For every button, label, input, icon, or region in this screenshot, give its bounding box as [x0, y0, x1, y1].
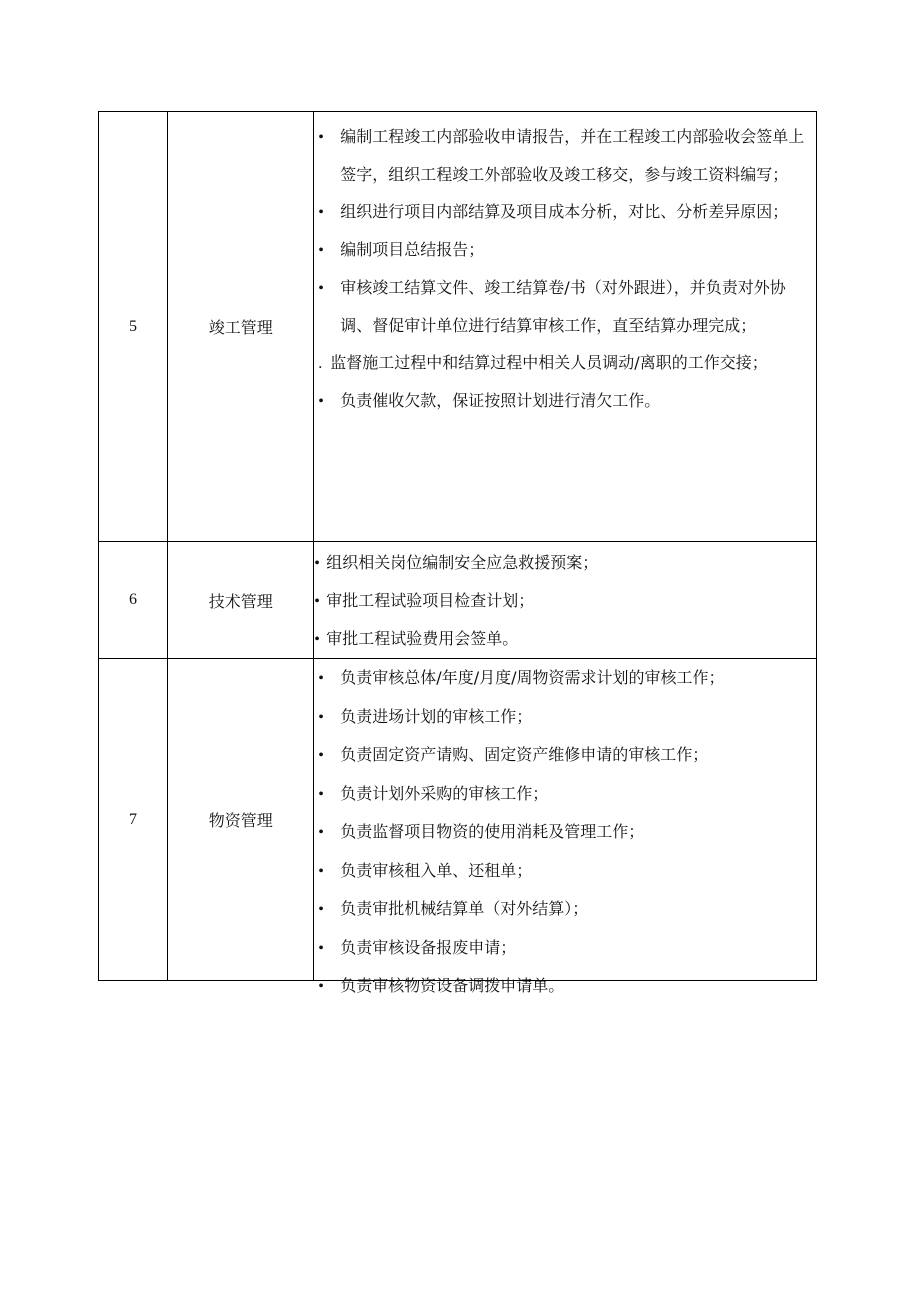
list-item — [318, 736, 816, 775]
bullet-icon: • — [318, 708, 324, 726]
bullet-icon: • — [318, 939, 324, 957]
list-item — [318, 929, 816, 968]
list-item — [318, 967, 816, 1006]
duty-text: 负责审核总体/年度/月度/周物资需求计划的审核工作； — [340, 668, 725, 687]
duty-list — [314, 659, 816, 1006]
row-category: 竣工管理 — [168, 112, 314, 542]
duty-list — [314, 542, 816, 658]
table-row-6 — [99, 542, 817, 659]
bullet-icon: • — [318, 747, 324, 764]
list-item — [314, 620, 816, 658]
list-item — [318, 193, 808, 231]
bullet-icon: • — [318, 862, 324, 880]
bullet-icon: • — [318, 129, 324, 146]
bullet-icon: • — [318, 242, 324, 259]
duty-text: 审批工程试验项目检查计划； — [326, 591, 535, 610]
duty-text: 负责审核租入单、还租单； — [340, 860, 533, 880]
list-item — [318, 890, 816, 929]
duty-text: 负责固定资产请购、固定资产维修申请的审核工作； — [340, 745, 709, 764]
list-item — [318, 852, 816, 891]
bullet-icon: • — [318, 824, 324, 841]
duty-text: 负责催收欠款，保证按照计划进行清欠工作。 — [340, 391, 661, 410]
list-item — [318, 344, 808, 382]
list-item — [318, 269, 808, 344]
row-duties — [314, 542, 817, 659]
list-item — [314, 544, 816, 582]
row-number: 7 — [99, 659, 168, 981]
bullet-icon: • — [314, 555, 320, 572]
duty-text: 审核竣工结算文件、竣工结算卷/书（对外跟进），并负责对外协调、督促审计单位进行结算审核工作，直至结算办理完成； — [340, 278, 786, 335]
row-category: 技术管理 — [168, 542, 314, 659]
duty-text: 组织进行项目内部结算及项目成本分析，对比、分析差异原因； — [340, 202, 789, 221]
duty-text: 负责审核设备报废申请； — [340, 937, 517, 957]
bullet-icon: • — [318, 978, 324, 995]
row-duties — [314, 112, 817, 542]
duty-text: 负责审批机械结算单（对外结算）； — [340, 899, 589, 918]
duty-list-viewport — [314, 659, 816, 995]
list-item — [318, 382, 808, 420]
row-category: 物资管理 — [168, 659, 314, 981]
bullet-icon: . — [318, 355, 323, 372]
duty-text: 负责审核物资设备调拨申请单。 — [340, 976, 565, 995]
duty-text: 组织相关岗位编制安全应急救援预案； — [326, 553, 599, 572]
bullet-icon: • — [318, 670, 324, 687]
duty-text: 编制项目总结报告； — [340, 240, 485, 259]
list-item — [318, 659, 816, 698]
duty-list — [314, 112, 816, 420]
bullet-icon: • — [318, 393, 324, 410]
duty-text: 编制工程竣工内部验收申请报告，并在工程竣工内部验收会签单上签字，组织工程竣工外部验收及竣工移交，参与竣工资料编写； — [340, 127, 805, 184]
row-number: 5 — [99, 112, 168, 542]
duty-text: 负责计划外采购的审核工作； — [340, 783, 549, 803]
list-item — [318, 775, 816, 814]
list-item — [318, 813, 816, 852]
list-item — [318, 231, 808, 269]
responsibility-table — [98, 111, 817, 995]
list-item — [314, 582, 816, 620]
list-item — [318, 698, 816, 737]
bullet-icon: • — [318, 204, 324, 221]
duty-text: 负责进场计划的审核工作； — [340, 706, 533, 726]
duty-text: 监督施工过程中和结算过程中相关人员调动/离职的工作交接； — [330, 353, 768, 372]
list-item — [318, 118, 808, 193]
table-row-7 — [99, 659, 817, 981]
duty-text: 负责监督项目物资的使用消耗及管理工作； — [340, 822, 645, 841]
table-row-5 — [99, 112, 817, 542]
bullet-icon: • — [314, 593, 320, 610]
row-number: 6 — [99, 542, 168, 659]
bullet-icon: • — [318, 280, 324, 297]
bullet-icon: • — [318, 785, 324, 803]
bullet-icon: • — [314, 631, 320, 648]
duty-text: 审批工程试验费用会签单。 — [326, 629, 519, 648]
bullet-icon: • — [318, 901, 324, 918]
row-duties — [314, 659, 817, 995]
